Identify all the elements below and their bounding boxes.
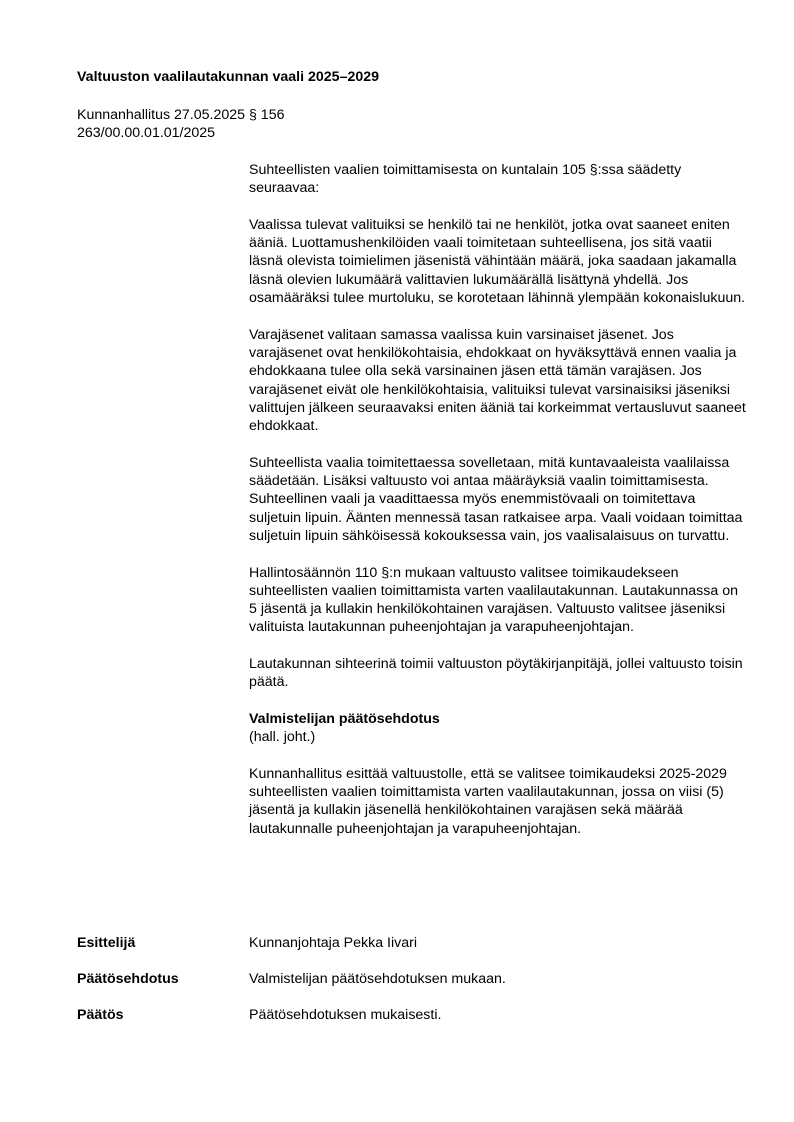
- presenter-value: Kunnanjohtaja Pekka Iivari: [249, 935, 417, 951]
- meta-block: [77, 106, 284, 143]
- presenter-label: Esittelijä: [77, 935, 136, 951]
- proposal-note: (hall. joht.): [249, 729, 316, 746]
- page-title: Valtuuston vaalilautakunnan vaali 2025–2029: [77, 69, 380, 85]
- paragraph: Suhteellisten vaalien toimittamisesta on kuntalain 105 §:ssa säädetty seuraavaa:: [249, 162, 682, 197]
- proposal-value: Valmistelijan päätösehdotuksen mukaan.: [249, 971, 506, 987]
- paragraph: Vaalissa tulevat valituiksi se henkilö tai ne henkilöt, jotka ovat saaneet eniten ääniä. Luottamushenkilöiden vaali toimitetaan suhteellisena, jos sitä vaatii läsnä olevista toimielimen jäsenistä vähintään määrä, joka saadaan jakamalla läsnä olevien lukumäärä valittavien lukumäärällä lisättynä yhdellä. Jos osamääräksi tulee murtoluku, se korotetaan lähinnä ylempään kokonaislukuun.: [249, 216, 746, 307]
- proposal-heading: Valmistelijan päätösehdotus: [249, 710, 440, 727]
- paragraph: Lautakunnan sihteerinä toimii valtuuston pöytäkirjanpitäjä, jollei valtuusto toisin päätä.: [249, 656, 743, 691]
- paragraph: Suhteellista vaalia toimitettaessa sovelletaan, mitä kuntavaaleista vaalilaissa säädetään. Lisäksi valtuusto voi antaa määräyksiä vaalin toimittamisesta. Suhteellinen vaali ja vaadittaessa myös enemmistövaali on toimitettava suljetuin lipuin. Äänten mennessä tasan ratkaisee arpa. Vaali voidaan toimittaa suljetuin lipuin sähköisessä kokouksessa vain, jos vaalisalaisuus on turvattu.: [249, 454, 743, 544]
- meeting-reference: Kunnanhallitus 27.05.2025 § 156: [77, 107, 285, 123]
- paragraph: Varajäsenet valitaan samassa vaalissa kuin varsinaiset jäsenet. Jos varajäsenet ovat henkilökohtaisia, ehdokkaat on hyväksyttävä ennen vaalia ja ehdokkaana tulee olla sekä varsinainen jäsen että tämän varajäsen. Jos varajäsenet eivät ole henkilökohtaisia, valituiksi tulevat varsinaisiksi jäseniksi valittujen jälkeen seuraavaksi eniten ääniä tai korkeimmat vertausluvut saaneet ehdokkaat.: [249, 326, 746, 435]
- body-text: [249, 161, 749, 856]
- proposal-label: Päätösehdotus: [77, 971, 179, 987]
- paragraph: Hallintosäännön 110 §:n mukaan valtuusto valitsee toimikaudekseen suhteellisten vaalien toimittamista varten vaalilautakunnan. Lautakunnassa on 5 jäsentä ja kullakin henkilökohtainen varajäsen. Valtuusto valitsee jäseniksi valituista lautakunnan puheenjohtajan ja varapuheenjohtajan.: [249, 564, 738, 636]
- decision-label: Päätös: [77, 1007, 124, 1023]
- decision-value: Päätösehdotuksen mukaisesti.: [249, 1007, 442, 1023]
- case-number: 263/00.00.01.01/2025: [77, 125, 216, 142]
- proposal-text: Kunnanhallitus esittää valtuustolle, että se valitsee toimikaudeksi 2025-2029 suhteellisten vaalien toimittamista varten vaalilautakunnan, jossa on viisi (5) jäsentä ja kullakin jäsenellä henkilökohtainen varajäsen sekä määrää lautakunnalle puheenjohtajan ja varapuheenjohtajan.: [249, 765, 727, 837]
